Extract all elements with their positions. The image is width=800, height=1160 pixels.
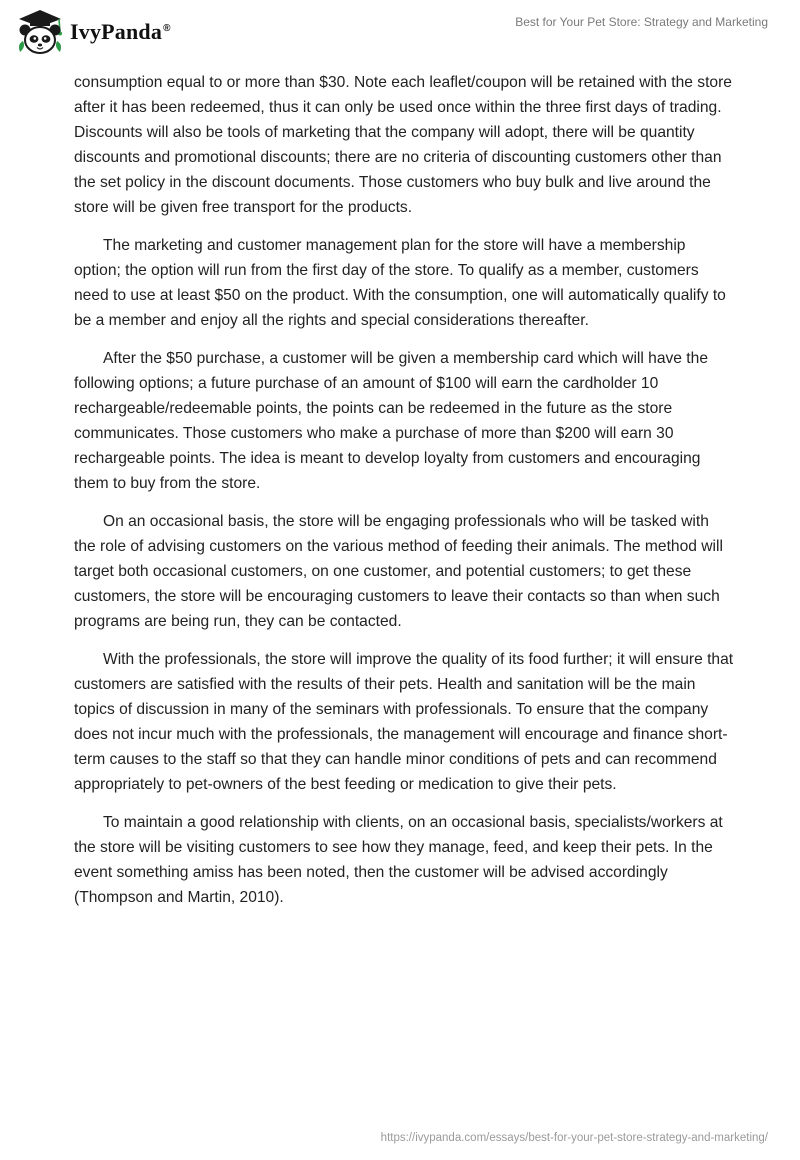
paragraph-4: On an occasional basis, the store will be engaging professionals who will be tasked with the role of advising customers on the various method of feeding their animals. The method will target both occasional customers, on one customer, and potential customers; to get these customers, the store will be encouraging customers to leave their contacts so than when such programs are being run, they can be contacted. <box>74 513 723 630</box>
essay-body <box>74 70 734 923</box>
paragraph-6: To maintain a good relationship with clients, on an occasional basis, specialists/workers at the store will be visiting customers to see how they manage, feed, and keep their pets. In the event something amiss has been noted, then the customer will be advised accordingly (Thompson and Martin, 2010). <box>74 814 723 906</box>
brand-logo[interactable] <box>14 8 171 56</box>
paragraph-3: After the $50 purchase, a customer will be given a membership card which will have the following options; a future purchase of an amount of $100 will earn the cardholder 10 rechargeable/redeemable points, the points can be redeemed in the future as the store communicates. Those customers who make a purchase of more than $200 will earn 30 rechargeable points. The idea is meant to develop loyalty from customers and encouraging them to buy from the store. <box>74 350 708 492</box>
brand-name-text: IvyPanda <box>70 19 163 44</box>
paragraph-1: consumption equal to or more than $30. Note each leaflet/coupon will be retained with the store after it has been redeemed, thus it can only be used once within the three first days of trading. Discounts will also be tools of marketing that the company will adopt, there will be quantity discounts and promotional discounts; there are no criteria of discounting customers other than the set policy in the discount documents. Those customers who buy bulk and live around the store will be given free transport for the products. <box>74 74 732 216</box>
page-header <box>0 0 800 70</box>
brand-name <box>70 19 171 45</box>
document-title: Best for Your Pet Store: Strategy and Marketing <box>515 15 768 29</box>
panda-graduate-icon <box>14 8 66 56</box>
source-url[interactable]: https://ivypanda.com/essays/best-for-your-pet-store-strategy-and-marketing/ <box>380 1132 768 1144</box>
paragraph-2: The marketing and customer management plan for the store will have a membership option; the option will run from the first day of the store. To qualify as a member, customers need to use at least $50 on the product. With the consumption, one will automatically qualify to be a member and enjoy all the rights and special considerations thereafter. <box>74 237 726 329</box>
paragraph-5: With the professionals, the store will improve the quality of its food further; it will ensure that customers are satisfied with the results of their pets. Health and sanitation will be the main topics of discussion in many of the seminars with professionals. To ensure that the company does not incur much with the professionals, the management will encourage and finance short-term causes to the staff so that they can handle minor conditions of pets and can recommend appropriately to pet-owners of the best feeding or medication to give their pets. <box>74 651 734 793</box>
registered-mark: ® <box>163 22 171 34</box>
